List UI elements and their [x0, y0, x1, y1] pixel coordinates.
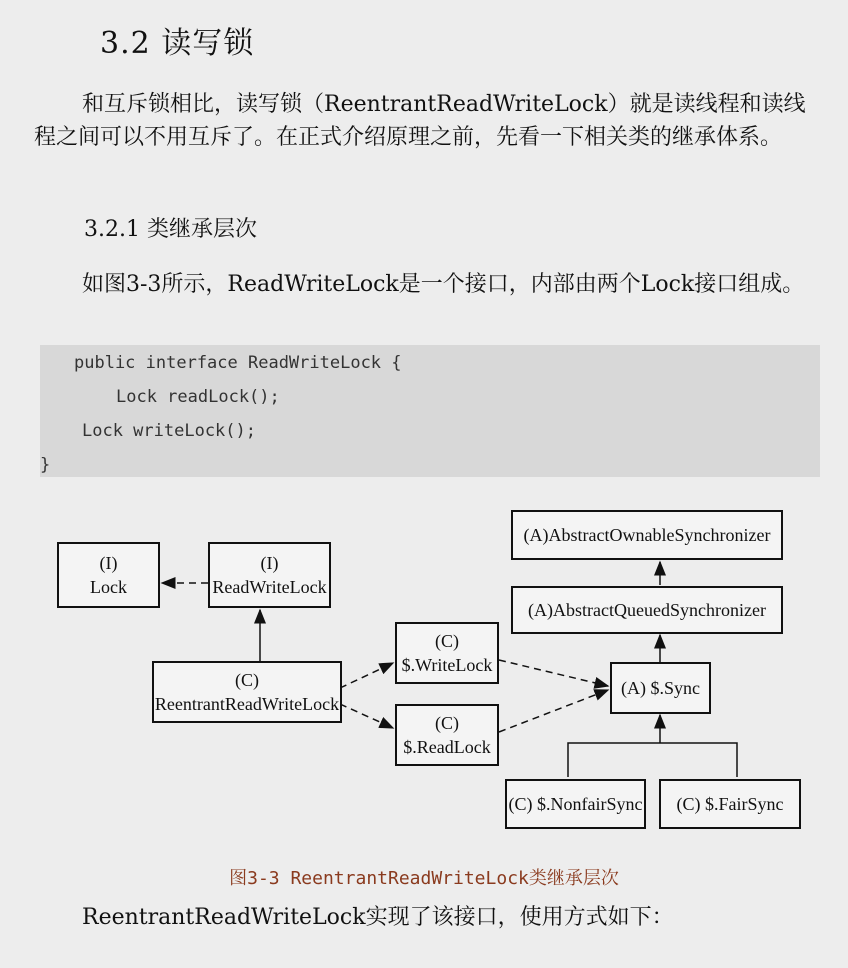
section-heading: 3.2 读写锁 [100, 26, 255, 61]
node-sync-name: (A) $.Sync [621, 678, 700, 698]
code-block [40, 345, 820, 477]
code-line-4: } [40, 455, 51, 475]
edge-rrwl-writelock [340, 663, 393, 688]
edge-writelock-sync [499, 660, 608, 686]
node-fairsync-name: (C) $.FairSync [676, 794, 784, 814]
node-nonfairsync-name: (C) $.NonfairSync [508, 794, 643, 814]
edge-readlock-sync [499, 690, 608, 732]
node-reentrantreadwritelock [152, 661, 342, 723]
code-line-3: Lock writeLock(); [82, 421, 256, 441]
node-sync [610, 662, 711, 714]
node-readwritelock-kind: (I) [260, 553, 279, 573]
node-readlock [395, 704, 499, 766]
subsection-heading: 3.2.1 类继承层次 [84, 217, 257, 242]
class-hierarchy-diagram [0, 500, 848, 840]
node-writelock-kind: (C) [435, 631, 459, 651]
node-abstractqueuedsynchronizer [511, 586, 783, 634]
node-rrwl-kind: (C) [235, 670, 259, 690]
node-fairsync [659, 779, 801, 829]
code-line-1: public interface ReadWriteLock { [74, 353, 402, 373]
node-nonfairsync [505, 779, 646, 829]
node-lock-kind: (I) [99, 553, 118, 573]
code-line-2: Lock readLock(); [116, 387, 280, 407]
interface-paragraph: 如图3-3所示，ReadWriteLock是一个接口，内部由两个Lock接口组成。 [82, 272, 805, 297]
node-lock-name: Lock [90, 577, 127, 597]
intro-paragraph: 和互斥锁相比，读写锁（ReentrantReadWriteLock）就是读线程和读线程之间可以不用互斥了。在正式介绍原理之前，先看一下相关类的继承体系。 [34, 92, 806, 150]
node-readwritelock [208, 542, 331, 608]
node-readwritelock-name: ReadWriteLock [212, 577, 327, 597]
edge-rrwl-readlock [340, 704, 393, 728]
node-lock [57, 542, 160, 608]
node-readlock-name: $.ReadLock [403, 737, 491, 757]
node-abstractownablesynchronizer [511, 510, 783, 560]
edge-subclasses-bracket [568, 743, 737, 777]
node-aqs-name: (A)AbstractQueuedSynchronizer [528, 600, 766, 620]
node-writelock [395, 622, 499, 684]
figure-caption: 图3-3 ReentrantReadWriteLock类继承层次 [229, 868, 619, 889]
usage-paragraph: ReentrantReadWriteLock实现了该接口，使用方式如下： [82, 905, 674, 930]
node-rrwl-name: ReentrantReadWriteLock [154, 694, 340, 714]
node-writelock-name: $.WriteLock [401, 655, 493, 675]
node-readlock-kind: (C) [435, 713, 459, 733]
node-aos-name: (A)AbstractOwnableSynchronizer [523, 525, 771, 545]
